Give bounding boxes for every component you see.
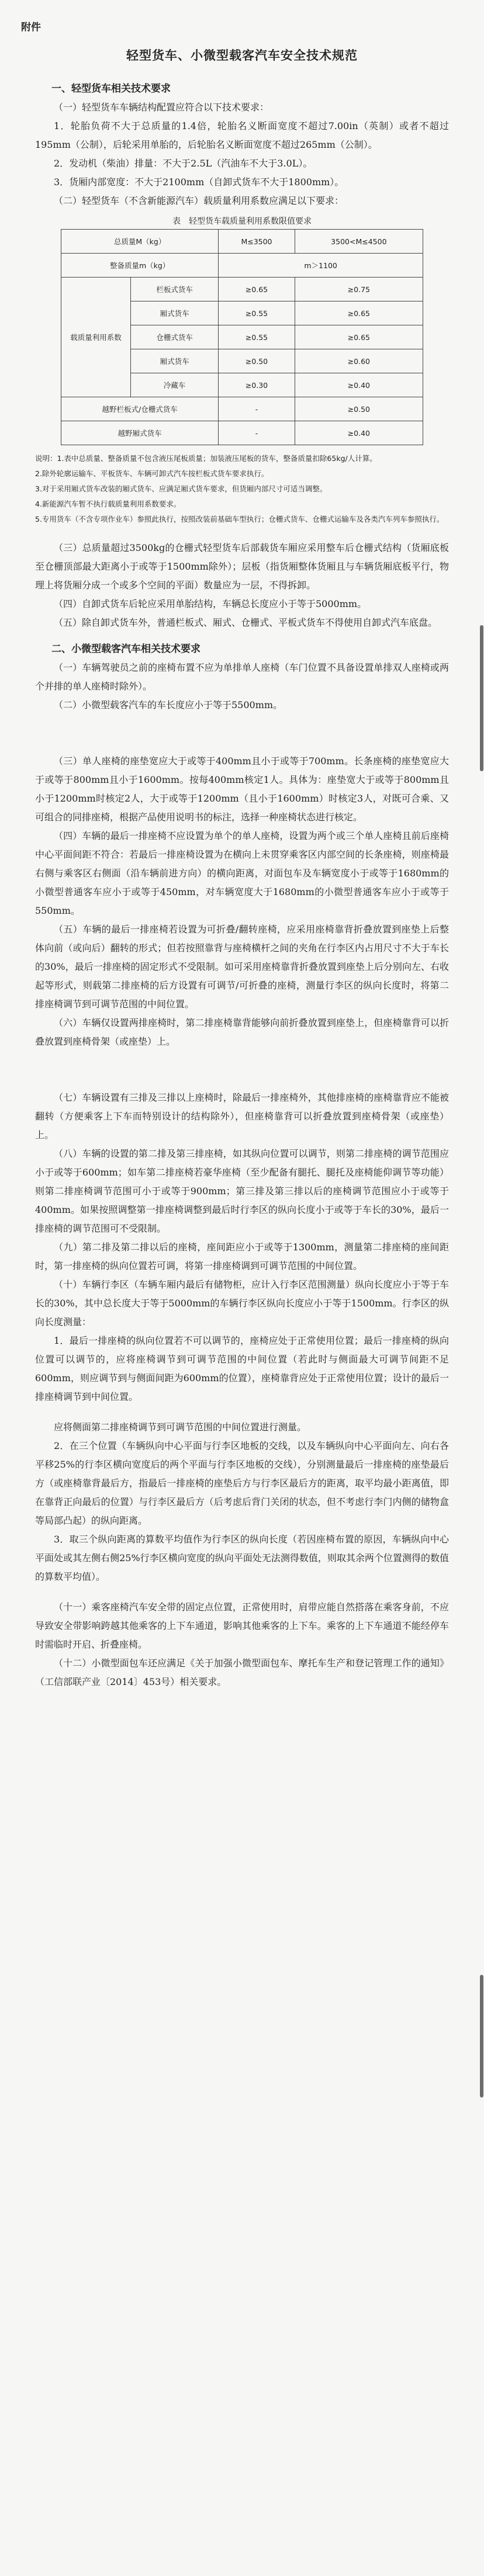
paragraph: （九）第二排及第二排以后的座椅，座间距应小于或等于1300mm，测量第二排座椅的座间距时，第一排座椅的纵向位置若可调，将第一排座椅调到可调节范围的中间位置。 (35, 1242, 449, 1271)
paragraph: （十一）乘客座椅汽车安全带的固定点位置，正常使用时，肩带应能自然搭落在乘客身前，不应导致安全带影响跨越其他乘客的上下车通道，影响其他乘客的上下车。乘客的上下车通道不能经停车时需临时开启、折叠座椅。 (35, 1601, 449, 1650)
paragraph: 2．发动机（柴油）排量：不大于2.5L（汽油车不大于3.0L）。 (54, 158, 313, 169)
document-title: 轻型货车、小微型载客汽车安全技术规范 (126, 48, 358, 63)
paragraph: 1．轮胎负荷不大于总质量的1.4倍，轮胎名义断面宽度不超过7.00in（英制）或者不超过195mm（公制），后轮采用单胎的，后轮胎名义断面宽度不超过265mm（公制）。 (35, 120, 449, 150)
table-cell: 仓栅式货车 (131, 325, 219, 349)
table-cell: 厢式货车 (131, 301, 219, 325)
table-caption: 表 轻型货车载质量利用系数限值要求 (172, 217, 312, 226)
paragraph: 3．货厢内部宽度：不大于2100mm（自卸式货车不大于1800mm）。 (54, 176, 344, 188)
paragraph: （三）单人座椅的座垫宽应大于或等于400mm且小于或等于700mm。长条座椅的座垫宽应大于或等于800mm且小于1600mm。按每400mm核定1人。具体为：座垫宽大于或等于800mm且小于1200mm时核定2人，大于或等于1200mm（且小于1600mm）时核定3人，对既可合乘、又可组合的同排座椅，根据产品使用说明书的标注，选择一种座椅状态进行核定。 (35, 755, 449, 823)
note-line: 4.新能源汽车暂不执行载质量利用系数要求。 (35, 500, 181, 508)
table-cell: 越野栏板式/仓栅式货车 (61, 397, 219, 421)
paragraph: （八）车辆的设置的第二排及第三排座椅，如其纵向位置可以调节，则第二排座椅的调节范围应小于或等于600mm；如车第二排座椅若豪华座椅（至少配备有腿托、腿托及座椅能仰调节等功能）则第二排座椅调节范围可小于或等于900mm；第三排及第三排以后的座椅调节范围应小于或等于400mm。如果按照调整第一排座椅调整到最后时行李区的纵向长度小于或等于车长的30%，最后一排座椅的调节范围可不受限制。 (35, 1148, 449, 1234)
table-cell: ≥0.75 (295, 278, 423, 301)
paragraph: （二）轻型货车（不含新能源汽车）载质量利用系数应满足以下要求： (54, 195, 344, 206)
table-cell: 栏板式货车 (131, 278, 219, 301)
note-line: 2.除外轮廓运输车、平板货车、车辆可卸式汽车按栏板式货车要求执行。 (35, 469, 269, 478)
paragraph: 3．取三个纵向距离的算数平均值作为行李区的纵向长度（若因座椅布置的原因，车辆纵向中心平面处或其左侧右侧25%行李区横向宽度的纵向平面处无法测得数值，则取其余两个位置测得的数值的算数平均值）。 (35, 1534, 449, 1582)
table-cell: 厢式货车 (131, 349, 219, 373)
table-cell: - (219, 421, 295, 445)
paragraph: （十）车辆行李区（车辆车厢内最后有储物柜，应计入行李区范围测量）纵向长度应小于等于车长的30%，其中总长度大于等于5000mm的车辆行李区纵向长度应小于等于1500mm。行李区的纵向长度测量： (35, 1279, 449, 1327)
paragraph: （一）轻型货车车辆结构配置应符合以下技术要求： (54, 102, 269, 113)
table-cell: ≥0.30 (219, 373, 295, 397)
table-cell: ≥0.50 (295, 397, 423, 421)
scrollbar-thumb-secondary[interactable] (480, 1975, 483, 2097)
table-row-label: 载质量利用系数 (61, 278, 131, 397)
paragraph: （七）车辆设置有三排及三排以上座椅时，除最后一排座椅外，其他排座椅的座椅靠背应不能被翻转（方便乘客上下车而特别设计的结构除外），但座椅靠背可以折叠放置到座椅骨架（或座垫）上。 (35, 1092, 449, 1140)
scrollbar[interactable] (479, 0, 484, 2576)
paragraph: （五）车辆的最后一排座椅若设置为可折叠/翻转座椅，应采用座椅靠背折叠放置到座垫上后整体向前（或向后）翻转的形式；但若按照靠背与座椅横杆之间的夹角在行李区内占用尺寸不大于车长的30%，最后一排座椅的固定形式不受限制。如可采用座椅靠背折叠放置到座垫上后分别向左、右收起等形式，则载第二排座椅的后方设置有可调节/可折叠的座椅，测量行李区的纵向长度时，将第二排座椅调节到可调节范围的中间位置。 (35, 924, 449, 1010)
table-header: 总质量M（kg） (61, 230, 219, 254)
paragraph: （十二）小微型面包车还应满足《关于加强小微型面包车、摩托车生产和登记管理工作的通知》（工信部联产业〔2014〕453号）相关要求。 (35, 1658, 449, 1687)
table-cell: 冷藏车 (131, 373, 219, 397)
attachment-label: 附件 (21, 22, 41, 33)
utilization-table (61, 229, 423, 445)
table-notes (35, 451, 449, 527)
table-cell: ≥0.50 (219, 349, 295, 373)
section-heading: 二、小微型载客汽车相关技术要求 (51, 643, 200, 655)
table-cell: ≥0.55 (219, 301, 295, 325)
table-header: 整备质量m（kg） (61, 254, 219, 278)
note-line: 3.对于采用厢式货车改装的厢式货车、应满足厢式货车要求，但货厢内部尺寸可适当调整。 (35, 484, 327, 493)
paragraph: （三）总质量超过3500kg的仓栅式轻型货车后部载货车厢应采用整车后仓栅式结构（货厢底板至仓栅顶部最大距离小于或等于1500mm除外）；层板（指货厢整体货厢且与车辆货厢底板平行，物理上将货厢分成一个或多个空间的平面）数量应为一层，不得拆卸。 (35, 542, 449, 591)
table-header: M≤3500 (219, 230, 295, 254)
table-header: m＞1100 (219, 254, 423, 278)
table-cell: ≥0.40 (295, 373, 423, 397)
table-cell: ≥0.65 (295, 325, 423, 349)
table-cell: ≥0.65 (295, 301, 423, 325)
note-line: 5.专用货车（不含专项作业车）参照此执行，按照改装前基础车型执行；仓栅式货车、仓栅式运输车及各类汽车列车参照执行。 (35, 515, 444, 523)
table-cell: ≥0.65 (219, 278, 295, 301)
scrollbar-thumb[interactable] (480, 625, 483, 771)
paragraph: 1．最后一排座椅的纵向位置若不可以调节的，座椅应处于正常使用位置；最后一排座椅的纵向位置可以调节的，应将座椅调节到可调节范围的中间位置（若此时与侧面最大可调节间距不足600mm，则应调节到与侧面间距为600mm的位置），座椅靠背应处于正常使用位置；设计的最后一排座椅调节到中间位置。 (35, 1335, 449, 1402)
note-line: 说明：1.表中总质量、整备质量不包含液压尾板质量；加装液压尾板的货车，整备质量扣除65kg/人计算。 (35, 454, 377, 463)
paragraph: 2．在三个位置（车辆纵向中心平面与行李区地板的交线，以及车辆纵向中心平面向左、向右各平移25%的行李区横向宽度后的两个平面与行李区地板的交线），分别测量最后一排座椅的座垫最后方（或座椅靠背最后方，指最后一排座椅的座垫后方与行李区最后方的距离，取平均最小距离值，即在靠背正向最后的位置）与行李区最后方（后考虑后背门关闭的状态，但不考虑行李门内侧的储物盒等局部凸起）的纵向距离。 (35, 1440, 449, 1526)
table-header: 3500<M≤4500 (295, 230, 423, 254)
table-cell: ≥0.55 (219, 325, 295, 349)
paragraph: （四）车辆的最后一排座椅不应设置为单个的单人座椅，设置为两个或三个单人座椅且前后座椅中心平面间距不符合：若最后一排座椅设置为在横向上未贯穿乘客区内部空间的长条座椅，则座椅最右侧与乘客区右侧面（沿车辆前进方向）的横向距离，对面包车及车辆宽度小于或等于1680mm的小微型普通客车应小于或等于450mm，对车辆宽度大于1680mm的小微型普通客车应小于或等于550mm。 (35, 830, 449, 916)
table-cell: 越野厢式货车 (61, 421, 219, 445)
paragraph: 应将侧面第二排座椅调节到可调节范围的中间位置进行测量。 (54, 1422, 307, 1433)
paragraph: （二）小微型载客汽车的车长度应小于等于5500mm。 (54, 699, 283, 710)
paragraph: （一）车辆驾驶员之前的座椅布置不应为单排单人座椅（车门位置不具备设置单排双人座椅或两个并排的单人座椅时除外）。 (35, 662, 449, 692)
table-cell: ≥0.60 (295, 349, 423, 373)
section-heading: 一、轻型货车相关技术要求 (51, 83, 171, 95)
paragraph: （四）自卸式货车后轮应采用单胎结构，车辆总长度应小于等于5000mm。 (54, 598, 367, 609)
paragraph: （五）除自卸式货车外，普通栏板式、厢式、仓栅式、平板式货车不得使用自卸式汽车底盘。 (54, 617, 438, 628)
table-cell: ≥0.40 (295, 421, 423, 445)
table-cell: - (219, 397, 295, 421)
paragraph: （六）车辆仅设置两排座椅时，第二排座椅靠背能够向前折叠放置到座垫上，但座椅靠背可以折叠放置到座椅骨架（或座垫）上。 (35, 1017, 449, 1047)
